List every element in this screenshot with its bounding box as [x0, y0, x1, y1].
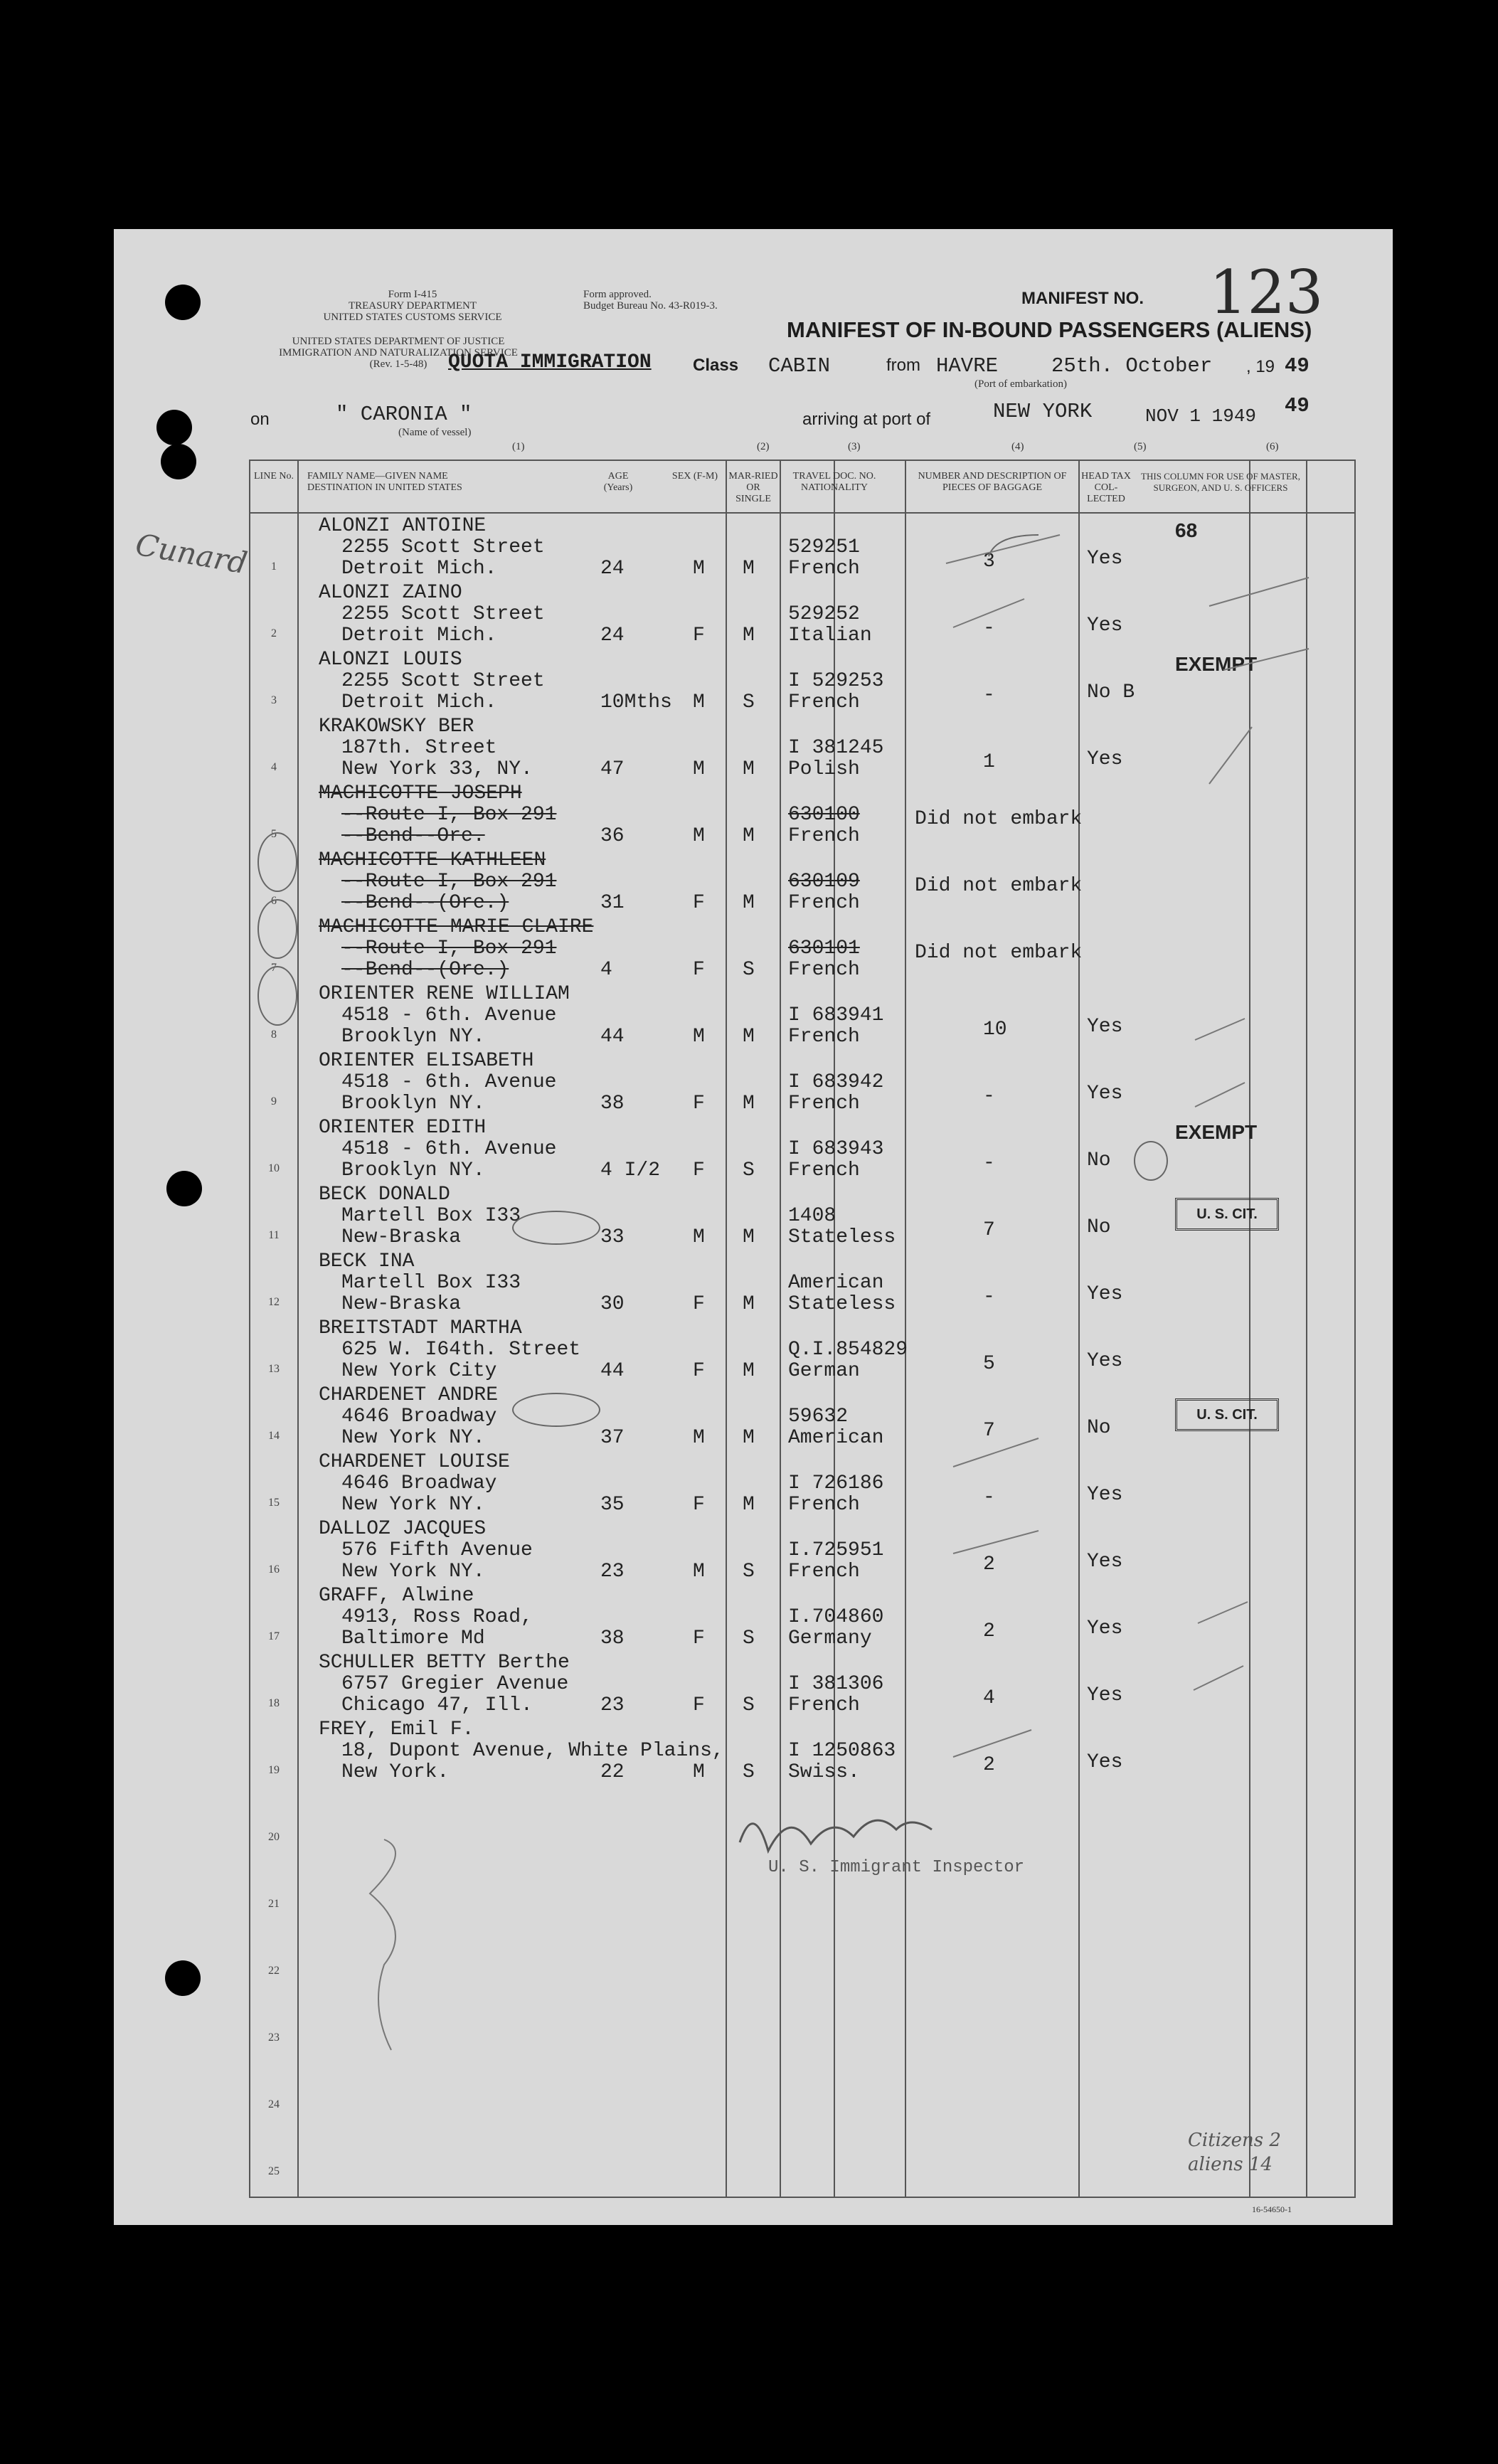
travel-doc: I 726186 [788, 1472, 884, 1494]
col-header-baggage: NUMBER AND DESCRIPTION OF PIECES OF BAGGAGE [918, 471, 1067, 493]
sex: F [693, 892, 705, 914]
class-value: CABIN [768, 354, 831, 378]
nationality: Swiss. [788, 1761, 860, 1783]
nationality: Italian [788, 625, 872, 647]
age: 4 [600, 959, 612, 981]
col-num-4: (4) [1011, 441, 1024, 452]
address-line-1: 4518 - 6th. Avenue [341, 1138, 557, 1160]
baggage: 1 [983, 751, 995, 773]
department-name: TREASURY DEPARTMENT [348, 300, 477, 312]
address-line-1: 6757 Gregier Avenue [341, 1673, 569, 1695]
nationality: French [788, 1494, 860, 1516]
form-approved: Form approved. [583, 289, 652, 300]
arrival-date-stamp: NOV 1 1949 [1145, 405, 1257, 427]
marital-status: M [743, 1360, 755, 1382]
address-line-1: Martell Box I33 [341, 1272, 521, 1294]
nationality: French [788, 959, 860, 981]
marital-status: M [743, 1494, 755, 1516]
head-tax: Yes [1087, 1618, 1123, 1640]
line-number: 6 [271, 895, 277, 907]
address-line-1: 4913, Ross Road, [341, 1606, 533, 1628]
nationality: French [788, 1561, 860, 1583]
age: 35 [600, 1494, 625, 1516]
travel-doc: I 381245 [788, 737, 884, 759]
travel-doc: 1408 [788, 1205, 836, 1227]
address-line-1: 576 Fifth Avenue [341, 1539, 533, 1561]
nationality: American [788, 1427, 884, 1449]
service-name: UNITED STATES CUSTOMS SERVICE [323, 312, 502, 323]
age: 23 [600, 1694, 625, 1716]
head-tax: Yes [1087, 548, 1123, 570]
baggage: - [983, 1286, 995, 1308]
table-row [250, 849, 1354, 916]
baggage: 2 [983, 1554, 995, 1576]
address-line-2: New-Braska [341, 1226, 462, 1248]
marital-status: M [743, 1226, 755, 1248]
sex: F [693, 1694, 705, 1716]
nationality: French [788, 1093, 860, 1115]
age: 22 [600, 1761, 625, 1783]
revision: (Rev. 1-5-48) [369, 359, 427, 370]
address-line-1: 4518 - 6th. Avenue [341, 1004, 557, 1026]
head-tax: No [1087, 1216, 1111, 1238]
age: 24 [600, 625, 625, 647]
nationality: French [788, 1026, 860, 1048]
line5-circle [257, 832, 297, 892]
table-row [250, 1451, 1354, 1518]
age: 30 [600, 1293, 625, 1315]
line-number: 22 [268, 1965, 280, 1977]
passenger-name: KRAKOWSKY BER [319, 716, 474, 738]
sex: F [693, 1494, 705, 1516]
table-row [250, 582, 1354, 649]
passenger-name: ALONZI ANTOINE [319, 515, 487, 537]
travel-doc: I 529253 [788, 670, 884, 692]
line-number: 1 [271, 561, 277, 573]
age: 31 [600, 892, 625, 914]
passenger-name: CHARDENET LOUISE [319, 1451, 510, 1473]
age: 23 [600, 1561, 625, 1583]
arriving-label: arriving at port of [802, 410, 931, 429]
nationality: Stateless [788, 1226, 896, 1248]
sex: M [693, 558, 705, 580]
head-tax: No [1087, 1417, 1111, 1439]
year-prefix: , 19 [1246, 357, 1275, 376]
head-tax: No [1087, 1149, 1111, 1172]
table-row [250, 1117, 1354, 1184]
age: 44 [600, 1026, 625, 1048]
marital-status: S [743, 691, 755, 713]
year-value: 49 [1285, 354, 1310, 378]
nationality: French [788, 1694, 860, 1716]
age: 47 [600, 758, 625, 780]
marital-status: M [743, 1093, 755, 1115]
address-line-1: 2255 Scott Street [341, 670, 545, 692]
address-line-1: 187th. Street [341, 737, 497, 759]
sex: F [693, 1293, 705, 1315]
sex: F [693, 959, 705, 981]
baggage: - [983, 684, 995, 706]
line-number: 18 [268, 1697, 280, 1709]
travel-doc: 630100 [788, 804, 860, 826]
line-number: 11 [268, 1229, 280, 1241]
line-number: 9 [271, 1095, 277, 1108]
travel-doc: Q.I.854829 [788, 1339, 908, 1361]
age: 37 [600, 1427, 625, 1449]
line-number: 8 [271, 1029, 277, 1041]
address-line-1: Martell Box I33 [341, 1205, 521, 1227]
sex: M [693, 1761, 705, 1783]
sex: F [693, 1159, 705, 1181]
col-header-married: MAR-RIED OR SINGLE [728, 471, 778, 504]
passenger-name: ALONZI LOUIS [319, 649, 462, 671]
arrival-port: NEW YORK [993, 400, 1093, 423]
signature-title: U. S. Immigrant Inspector [768, 1858, 1025, 1877]
binder-hole [165, 285, 201, 320]
nationality: Germany [788, 1627, 872, 1650]
address-line-2: Detroit Mich. [341, 691, 497, 713]
address-line-1: 4646 Broadway [341, 1406, 497, 1428]
departure-date: 25th. October [1051, 354, 1213, 378]
baggage: 7 [983, 1219, 995, 1241]
address-line-2: --Bend--(Ore.) [341, 959, 509, 981]
address-line-1: --Route I, Box 291 [341, 804, 557, 826]
marital-status: M [743, 892, 755, 914]
table-row [250, 1518, 1354, 1585]
address-line-1: 2255 Scott Street [341, 603, 545, 625]
manifest-title: MANIFEST OF IN-BOUND PASSENGERS (ALIENS) [787, 317, 1312, 342]
head-tax: Yes [1087, 1016, 1123, 1038]
line6-circle [257, 899, 297, 959]
table-row [250, 1384, 1354, 1451]
sex: M [693, 1561, 705, 1583]
address-line-1: --Route I, Box 291 [341, 938, 557, 960]
line-number: 13 [268, 1363, 280, 1375]
sex: F [693, 1627, 705, 1650]
head-tax: Yes [1087, 1484, 1123, 1506]
travel-doc: I 381306 [788, 1673, 884, 1695]
passenger-name: FREY, Emil F. [319, 1719, 474, 1741]
us-citizen-stamp: U. S. CIT. [1175, 1398, 1279, 1431]
line-number: 15 [268, 1497, 280, 1509]
line-number: 17 [268, 1630, 280, 1642]
col-header-line: LINE No. [254, 471, 294, 482]
travel-doc: I 683942 [788, 1071, 884, 1093]
nationality: French [788, 825, 860, 847]
col-header-age: AGE (Years) [603, 471, 633, 493]
passenger-name: BECK INA [319, 1250, 415, 1273]
line-number: 4 [271, 761, 277, 773]
age: 33 [600, 1226, 625, 1248]
marital-status: S [743, 1159, 755, 1181]
passenger-name: DALLOZ JACQUES [319, 1518, 487, 1540]
quota-label: QUOTA IMMIGRATION [448, 351, 652, 373]
travel-doc: 529251 [788, 536, 860, 558]
col-num-5: (5) [1134, 441, 1147, 452]
age: 4 I/2 [600, 1159, 661, 1181]
table-row [250, 1719, 1354, 1785]
baggage: 10 [983, 1019, 1007, 1041]
passenger-name: ORIENTER EDITH [319, 1117, 487, 1139]
head-tax: No B [1087, 681, 1135, 703]
table-row [250, 515, 1354, 582]
address-line-2: New-Braska [341, 1293, 462, 1315]
marital-status: M [743, 625, 755, 647]
head-tax: Yes [1087, 615, 1123, 637]
baggage: - [983, 1085, 995, 1108]
head-tax: Yes [1087, 1684, 1123, 1706]
line-number: 23 [268, 2032, 280, 2044]
officer-note: 68 [1175, 519, 1198, 541]
line-number: 3 [271, 694, 277, 706]
address-line-2: --Bend--Ore. [341, 825, 485, 847]
table-row [250, 1050, 1354, 1117]
margin-note-cunard: Cunard [132, 526, 250, 581]
address-line-2: New York NY. [341, 1494, 485, 1516]
sex: F [693, 1093, 705, 1115]
passenger-name: MACHICOTTE KATHLEEN [319, 849, 546, 871]
nationality: French [788, 691, 860, 713]
marital-status: M [743, 1293, 755, 1315]
line-number: 19 [268, 1764, 280, 1776]
head-tax: Yes [1087, 1283, 1123, 1305]
age: 36 [600, 825, 625, 847]
marital-status: S [743, 1627, 755, 1650]
table-row [250, 1317, 1354, 1384]
col-num-3: (3) [848, 441, 861, 452]
baggage: - [983, 1487, 995, 1509]
head-tax: Yes [1087, 1083, 1123, 1105]
passenger-name: MACHICOTTE JOSEPH [319, 782, 522, 804]
travel-doc: I.725951 [788, 1539, 884, 1561]
travel-doc: I.704860 [788, 1606, 884, 1628]
from-label: from [886, 356, 920, 375]
sex: M [693, 691, 705, 713]
vessel-label: (Name of vessel) [398, 427, 472, 438]
us-citizen-stamp: U. S. CIT. [1175, 1198, 1279, 1231]
sex: F [693, 1360, 705, 1382]
line-number: 12 [268, 1296, 280, 1308]
baggage: 2 [983, 1754, 995, 1776]
sex: M [693, 1026, 705, 1048]
class-label: Class [693, 356, 739, 375]
head-tax: Yes [1087, 748, 1123, 770]
port-embark-label: (Port of embarkation) [974, 378, 1067, 390]
travel-doc: 59632 [788, 1406, 849, 1428]
address-line-2: Baltimore Md [341, 1627, 485, 1650]
line-number: 5 [271, 828, 277, 840]
marital-status: M [743, 558, 755, 580]
col-num-6: (6) [1266, 441, 1279, 452]
baggage: 5 [983, 1353, 995, 1375]
manifest-number-label: MANIFEST NO. [1021, 289, 1144, 308]
head-tax: Yes [1087, 1350, 1123, 1372]
footer-code: 16-54650-1 [1252, 2204, 1292, 2214]
col-header-doc: TRAVEL DOC. NO. NATIONALITY [792, 471, 876, 493]
marital-status: S [743, 1561, 755, 1583]
baggage: 7 [983, 1420, 995, 1442]
line-number: 2 [271, 627, 277, 639]
line7-circle [257, 966, 297, 1026]
age: 44 [600, 1360, 625, 1382]
table-row [250, 1184, 1354, 1250]
passenger-table [249, 460, 1356, 2198]
marital-status: M [743, 758, 755, 780]
travel-doc: I 1250863 [788, 1740, 896, 1762]
table-row [250, 983, 1354, 1050]
baggage: Did not embark [915, 808, 1083, 830]
manifest-page [114, 229, 1393, 2225]
count-note: Citizens 2 aliens 14 [1188, 2130, 1281, 2175]
table-row [250, 1585, 1354, 1652]
marital-status: S [743, 959, 755, 981]
address-line-1: --Route I, Box 291 [341, 871, 557, 893]
binder-hole [156, 410, 192, 445]
binder-hole [165, 1960, 201, 1996]
line-number: 10 [268, 1162, 280, 1174]
table-row [250, 649, 1354, 716]
budget-bureau: Budget Bureau No. 43-R019-3. [583, 300, 718, 312]
table-row [250, 782, 1354, 849]
passenger-name: MACHICOTTE MARIE CLAIRE [319, 916, 594, 938]
passenger-name: ALONZI ZAINO [319, 582, 462, 604]
nationality: Polish [788, 758, 860, 780]
head-tax: Yes [1087, 1551, 1123, 1573]
line-number: 7 [271, 962, 277, 974]
nationality: French [788, 558, 860, 580]
nationality: French [788, 1159, 860, 1181]
address-line-2: New York City [341, 1360, 497, 1382]
officer-note: EXEMPT [1175, 653, 1258, 675]
travel-doc: American [788, 1272, 884, 1294]
sex: M [693, 758, 705, 780]
table-row [250, 916, 1354, 983]
sex: F [693, 625, 705, 647]
sex: M [693, 1427, 705, 1449]
line-number: 21 [268, 1898, 280, 1910]
nationality: Stateless [788, 1293, 896, 1315]
usc-circle-14 [512, 1393, 600, 1427]
address-line-1: 18, Dupont Avenue, White Plains, [341, 1740, 724, 1762]
address-line-2: Detroit Mich. [341, 625, 497, 647]
col-header-sex: SEX (F-M) [671, 471, 718, 482]
age: 38 [600, 1627, 625, 1650]
passenger-name: ORIENTER RENE WILLIAM [319, 983, 570, 1005]
nationality: French [788, 892, 860, 914]
passenger-name: BECK DONALD [319, 1184, 450, 1206]
table-row [250, 716, 1354, 782]
address-line-2: Chicago 47, Ill. [341, 1694, 533, 1716]
marital-status: M [743, 1026, 755, 1048]
line-number: 16 [268, 1563, 280, 1576]
usc-circle-11 [512, 1211, 600, 1245]
travel-doc: 630101 [788, 938, 860, 960]
table-row [250, 1652, 1354, 1719]
line-number: 24 [268, 2098, 280, 2110]
baggage: 4 [983, 1687, 995, 1709]
col-header-name: FAMILY NAME—GIVEN NAME DESTINATION IN UNITED STATES [307, 471, 462, 493]
form-number: Form I-415 [388, 289, 437, 300]
passenger-name: BREITSTADT MARTHA [319, 1317, 522, 1339]
address-line-2: Brooklyn NY. [341, 1026, 485, 1048]
col-num-2: (2) [757, 441, 770, 452]
baggage: 2 [983, 1620, 995, 1642]
age: 10Mths [600, 691, 672, 713]
baggage: Did not embark [915, 942, 1083, 964]
address-line-2: New York NY. [341, 1561, 485, 1583]
col-header-tax: HEAD TAX COL-LECTED [1081, 471, 1131, 504]
sex: M [693, 825, 705, 847]
justice-department: UNITED STATES DEPARTMENT OF JUSTICE [292, 336, 505, 347]
officer-note: EXEMPT [1175, 1121, 1258, 1143]
baggage: - [983, 617, 995, 639]
line-number: 14 [268, 1430, 280, 1442]
line-number: 20 [268, 1831, 280, 1843]
on-label: on [250, 410, 270, 429]
table-row [250, 1250, 1354, 1317]
arrival-year: 49 [1285, 394, 1310, 418]
marital-status: S [743, 1694, 755, 1716]
travel-doc: 630109 [788, 871, 860, 893]
line-number: 25 [268, 2165, 280, 2177]
passenger-name: ORIENTER ELISABETH [319, 1050, 534, 1072]
from-value: HAVRE [936, 354, 999, 378]
travel-doc: 529252 [788, 603, 860, 625]
head-tax: Yes [1087, 1751, 1123, 1773]
address-line-1: 4646 Broadway [341, 1472, 497, 1494]
address-line-2: --Bend--(Ore.) [341, 892, 509, 914]
col-num-1: (1) [512, 441, 525, 452]
age: 38 [600, 1093, 625, 1115]
address-line-2: Brooklyn NY. [341, 1093, 485, 1115]
address-line-2: New York 33, NY. [341, 758, 533, 780]
binder-hole [161, 444, 196, 479]
passenger-name: GRAFF, Alwine [319, 1585, 474, 1607]
address-line-2: New York. [341, 1761, 450, 1783]
nationality: German [788, 1360, 860, 1382]
age: 24 [600, 558, 625, 580]
sex: M [693, 1226, 705, 1248]
tax-circle-b [1134, 1141, 1168, 1181]
marital-status: M [743, 1427, 755, 1449]
manifest-number: 123 [1209, 257, 1324, 327]
address-line-2: New York NY. [341, 1427, 485, 1449]
address-line-1: 4518 - 6th. Avenue [341, 1071, 557, 1093]
binder-hole [166, 1171, 202, 1206]
baggage: 3 [983, 551, 995, 573]
address-line-2: Detroit Mich. [341, 558, 497, 580]
passenger-name: CHARDENET ANDRE [319, 1384, 499, 1406]
baggage: - [983, 1152, 995, 1174]
marital-status: M [743, 825, 755, 847]
marital-status: S [743, 1761, 755, 1783]
passenger-name: SCHULLER BETTY Berthe [319, 1652, 570, 1674]
address-line-1: 2255 Scott Street [341, 536, 545, 558]
address-line-1: 625 W. I64th. Street [341, 1339, 581, 1361]
col-header-officers: THIS COLUMN FOR USE OF MASTER, SURGEON, AND U. S. OFFICERS [1141, 471, 1300, 493]
ins-name: IMMIGRATION AND NATURALIZATION SERVICE [279, 347, 518, 359]
address-line-2: Brooklyn NY. [341, 1159, 485, 1181]
vessel-name: " CARONIA " [336, 403, 472, 426]
travel-doc: I 683943 [788, 1138, 884, 1160]
travel-doc: I 683941 [788, 1004, 884, 1026]
baggage: Did not embark [915, 875, 1083, 897]
